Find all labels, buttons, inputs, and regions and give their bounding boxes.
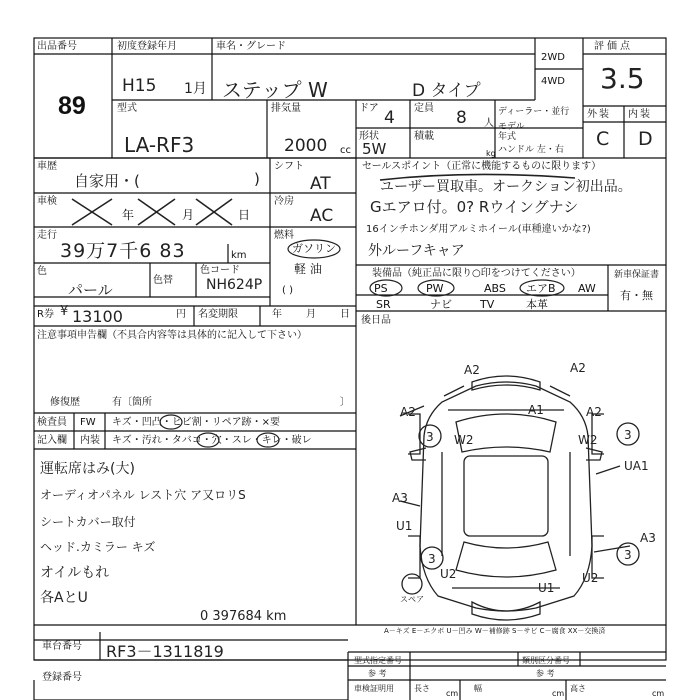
mark-u1-2: U1 [538,581,555,595]
drive-2wd: 2WD [541,52,565,63]
history-value: 自家用・( [74,172,140,190]
first-reg-label: 初度登録年月 [117,41,177,52]
capacity-value: 8 [456,108,467,128]
color-code-label: 色コード [200,265,240,276]
mark-u2-2: U2 [582,571,599,585]
name-change-label: 名変期限 [198,309,238,320]
body-label: 形状 [359,131,379,142]
equip-abs: ABS [484,282,506,295]
load-label: 積載 [414,131,434,142]
mark-u2-1: U2 [440,567,457,581]
ac-label: 冷房 [274,196,294,207]
ref-label-2: 参 考 [536,669,555,678]
inspector-row2-items: キズ・汚れ・タバコ・穴・スレ・キレ・破レ [112,435,312,446]
equipment-title: 装備品（純正品に限り○印をつけてください） [372,268,581,279]
sales-title: セールスポイント（正常に機能するものに限ります） [362,161,602,172]
model-year-label-1: モデル [498,122,525,132]
fuel-gas: ガソリン [292,242,336,255]
car-name: ステップ W [222,78,328,102]
warranty-value: 有・無 [620,289,653,302]
equip-navi: ナビ [430,298,452,311]
registration-label: 登録番号 [42,672,82,683]
doors-value: 4 [384,108,395,128]
mark-3-4: 3 [624,548,632,562]
exterior-grade: C [596,128,610,150]
inspection-day: 日 [238,208,251,222]
sales-line-1: ユーザー買取車。オークション初出品。 [380,179,632,195]
mark-u1-1: U1 [396,519,413,533]
mark-a3-1: A3 [392,491,408,505]
mark-3-3: 3 [428,552,436,566]
name-change-month: 月 [306,309,316,320]
aftermarket-label: 後日品 [361,315,391,326]
inspector-row1-items: キズ・凹凸・ヒビ割・リペア跡・×要 [112,417,280,428]
equipment-circles [366,278,596,298]
spare-label: スペア [400,595,424,604]
model-year-label-2: 年式 [498,132,517,142]
mark-a2-1: A2 [464,363,480,377]
mark-3-1: 3 [426,430,434,444]
length-label: 長さ [414,684,430,693]
ac-value: AC [310,206,334,226]
shift-value: AT [310,174,331,194]
width-label: 幅 [474,684,482,693]
first-reg-month: 1月 [184,81,207,97]
inspection-year: 年 [122,208,135,222]
warranty-label: 新車保証書 [614,270,660,280]
mark-a2-2: A2 [570,361,586,375]
sales-line-2: Gエアロ付。0? Rウイングナシ [370,198,579,216]
km-unit: km [231,250,247,261]
comment-6: 各AとU [40,590,88,606]
class-label: 類別区分番号 [522,656,570,665]
equip-ps: PS [374,282,388,295]
car-grade: D タイプ [412,81,481,101]
color-change-label: 色替 [153,275,173,286]
inspector-label-1: 検査員 [37,417,67,428]
recycle-label: R券 [37,309,54,320]
odometer-note: 0 397684 km [200,609,287,624]
color-value: パール [68,281,113,299]
comment-2: オーディオパネル レスト穴 ア又ロリS [40,488,246,502]
comment-4: ヘッド.カミラー キズ [40,540,156,554]
shift-label: シフト [274,161,304,172]
comment-5: オイルもれ [40,565,110,581]
recycle-yen-mark: ¥ [60,304,69,319]
exterior-label: 外装 [587,109,611,120]
name-change-day: 日 [340,309,350,320]
interior-label: 内装 [628,109,652,120]
cc-unit: cc [340,145,351,156]
person-unit: 人 [484,118,494,129]
damage-legend: A－キズ E－エクボ U－凹み W－補修跡 S－サビ C－腐食 XX－交換済 [384,627,606,635]
sales-line-3: 16インチホンダ用アルミホイール(車種違いかな?) [366,224,591,235]
lot-number: 89 [58,92,86,120]
width-cm: cm [552,689,565,698]
inspector-interior: 内装 [80,435,100,446]
fuel-paren: ( ) [282,285,293,296]
reg-cert-label: 車検証明用 [354,684,394,693]
mileage-label: 走行 [37,230,57,241]
comment-3: シートカバー取付 [40,515,136,529]
inspector-label-2: 記入欄 [37,435,67,446]
inspector-fw: FW [80,417,96,428]
notes-title: 注意事項申告欄（不具合内容等は具体的に記入して下さい） [37,330,307,341]
inspection-label: 車検 [37,196,57,207]
equip-tv: TV [480,298,495,311]
lot-label: 出品番号 [37,41,77,52]
recycle-amount: 13100 [72,307,123,326]
color-label: 色 [37,266,47,277]
history-label: 車歴 [37,161,57,172]
displacement-value: 2000 [284,136,328,156]
interior-grade: D [638,128,653,150]
fuel-diesel: 軽 油 [294,262,322,276]
comment-1: 運転席はみ(大) [40,461,135,477]
repair-close: 〕 [340,397,350,408]
mark-w2-1: W2 [454,433,474,447]
equip-airbag: エアB [526,282,556,295]
mark-3-2: 3 [624,428,632,442]
equip-aw: AW [578,282,596,295]
model-label: 型式 [117,103,137,114]
equip-pw: PW [426,282,444,295]
score-value: 3.5 [600,62,645,95]
mark-a1: A1 [528,403,544,417]
score-label: 評価点 [594,41,633,52]
capacity-label: 定員 [414,103,434,114]
equip-leather: 本革 [526,298,548,311]
kg-unit: kg [486,149,496,158]
handle-label: ハンドル 左・右 [498,145,564,155]
recycle-yen-unit: 円 [176,309,186,320]
displacement-label: 排気量 [271,103,301,114]
ref-label-1: 参 考 [368,669,387,678]
color-code-value: NH624P [206,277,263,293]
fuel-gas-circle [286,238,342,260]
car-damage-diagram [360,356,666,624]
mark-a2-3: A2 [400,405,416,419]
dealer-label: ディーラー・並行 [498,107,570,117]
length-cm: cm [446,689,459,698]
type-cert-label: 型式指定番号 [354,656,402,665]
fuel-label: 燃料 [274,230,294,241]
sales-line-4: 外ルーフキャア [368,243,465,259]
mileage-value: 39万7千6 83 [60,240,186,262]
drive-4wd: 4WD [541,76,565,87]
chassis-label: 車台番号 [42,641,82,652]
history-close: ) [254,170,260,188]
mark-a2-4: A2 [586,405,602,419]
mark-ua1: UA1 [624,459,649,473]
first-reg-era: H15 [122,76,157,96]
inspector-circles [150,414,280,450]
mark-w2-2: W2 [578,433,598,447]
name-change-year: 年 [272,309,282,320]
equip-sr: SR [376,298,391,311]
car-name-label: 車名・グレード [216,41,286,52]
repair-label: 修復歴 [50,397,80,408]
body-value: 5W [362,140,387,158]
height-label: 高さ [570,684,586,693]
model-value: LA-RF3 [124,133,195,157]
doors-label: ドア [359,103,379,114]
repair-value: 有〔箇所 [112,397,152,408]
mark-a3-2: A3 [640,531,656,545]
chassis-value: RF3－1311819 [106,642,224,661]
inspection-month: 月 [182,208,195,222]
height-cm: cm [652,689,665,698]
